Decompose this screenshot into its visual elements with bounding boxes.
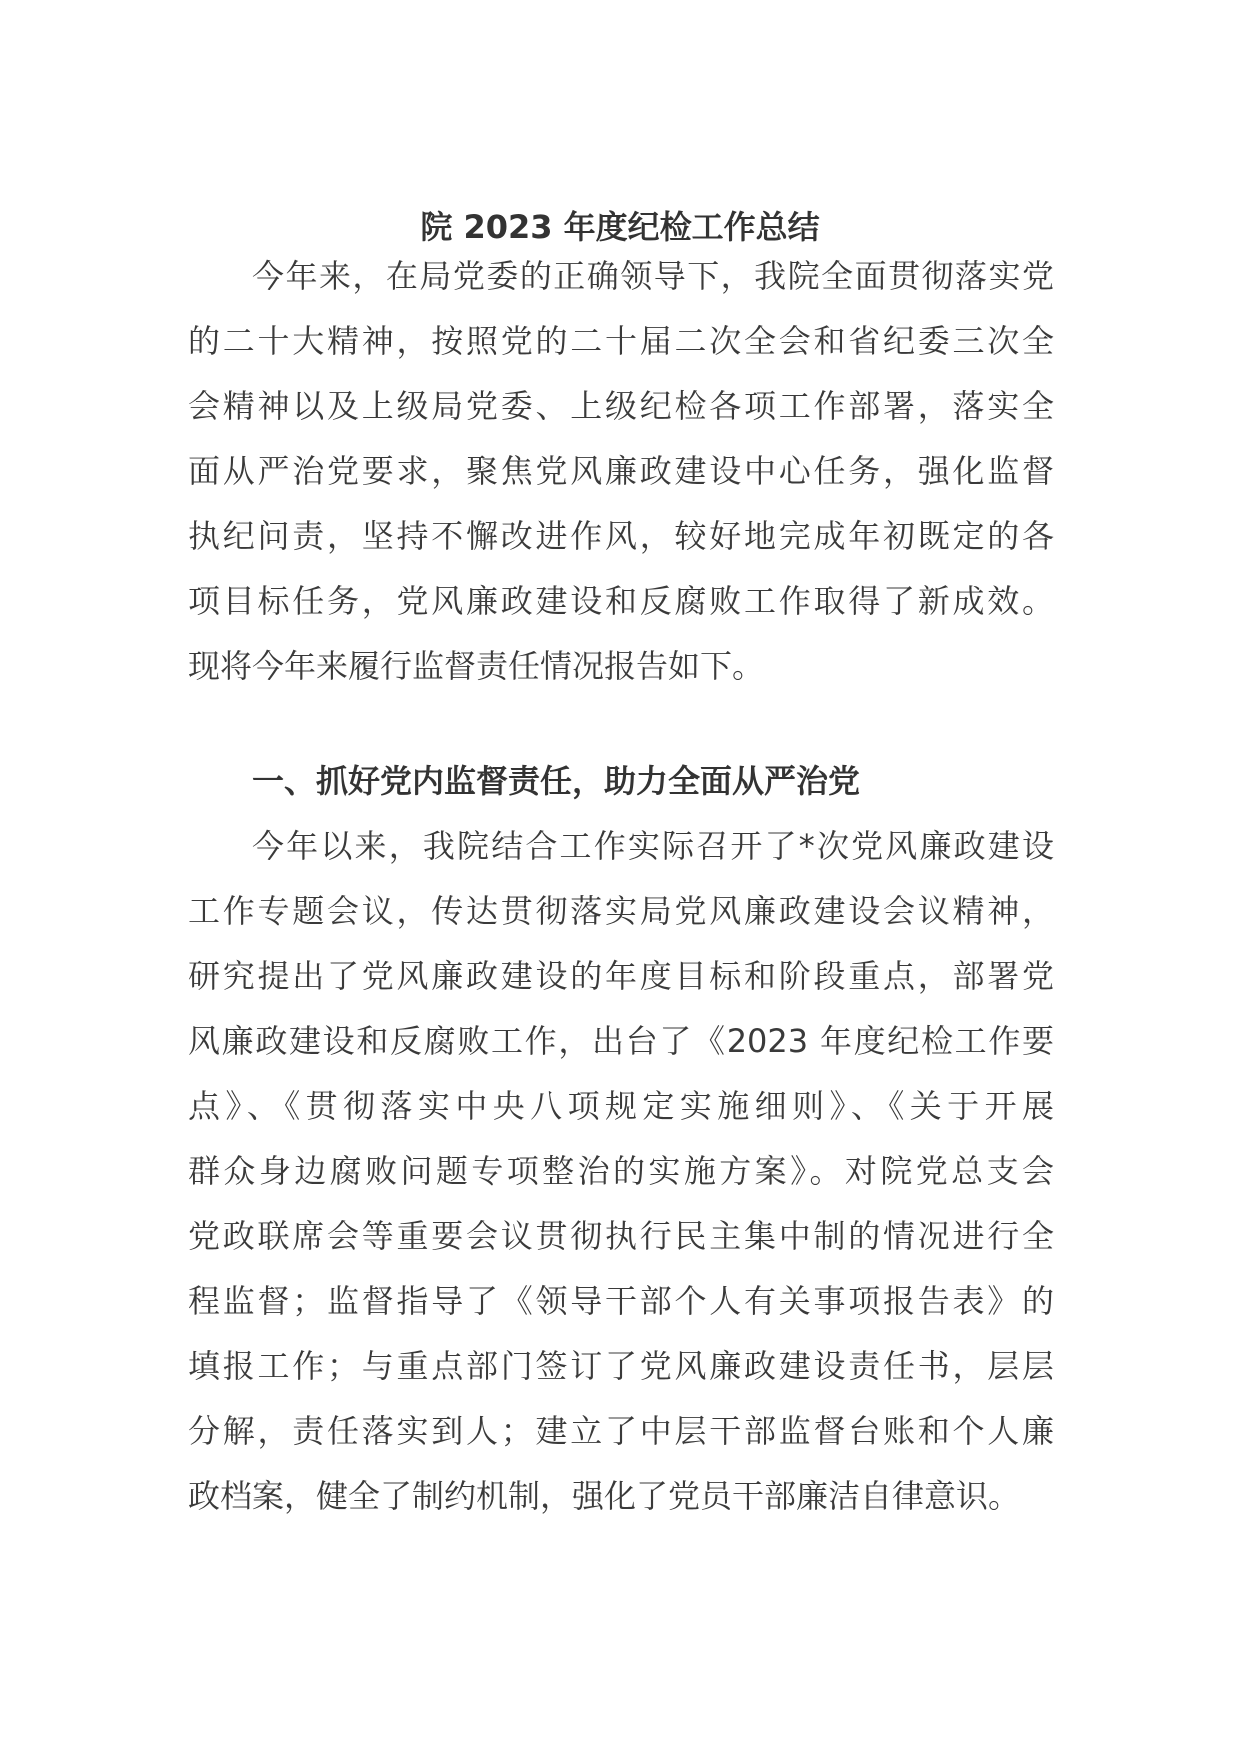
section-heading-block bbox=[188, 749, 1054, 814]
text-line: 风廉政建设和反腐败工作，出台了《2023 年度纪检工作要 bbox=[188, 1022, 1054, 1060]
text-line: 工作专题会议，传达贯彻落实局党风廉政建设会议精神， bbox=[188, 892, 1054, 930]
text-line: 项目标任务，党风廉政建设和反腐败工作取得了新成效。 bbox=[188, 582, 1054, 620]
text-line: 分解，责任落实到人；建立了中层干部监督台账和个人廉 bbox=[188, 1412, 1054, 1450]
text-line: 的二十大精神，按照党的二十届二次全会和省纪委三次全 bbox=[188, 322, 1054, 360]
text-line: 会精神以及上级局党委、上级纪检各项工作部署，落实全 bbox=[188, 387, 1054, 425]
text-line: 点》、《贯彻落实中央八项规定实施细则》、《关于开展 bbox=[188, 1087, 1054, 1125]
paragraph-text bbox=[188, 244, 1054, 699]
text-line: 研究提出了党风廉政建设的年度目标和阶段重点，部署党 bbox=[188, 957, 1054, 995]
text-line: 现将今年来履行监督责任情况报告如下。 bbox=[188, 647, 765, 685]
text-line: 填报工作；与重点部门签订了党风廉政建设责任书，层层 bbox=[188, 1347, 1054, 1385]
section-heading: 一、抓好党内监督责任，助力全面从严治党 bbox=[252, 762, 861, 800]
text-line: 面从严治党要求，聚焦党风廉政建设中心任务，强化监督 bbox=[188, 452, 1054, 490]
text-line: 执纪问责，坚持不懈改进作风，较好地完成年初既定的各 bbox=[188, 517, 1054, 555]
paragraph-intro bbox=[188, 244, 1054, 699]
paragraph-text bbox=[188, 814, 1054, 1529]
text-line: 政档案，健全了制约机制，强化了党员干部廉洁自律意识。 bbox=[188, 1477, 1021, 1515]
text-line: 今年以来，我院结合工作实际召开了*次党风廉政建设 bbox=[252, 827, 1054, 865]
text-line: 群众身边腐败问题专项整治的实施方案》。对院党总支会 bbox=[188, 1152, 1054, 1190]
text-line: 程监督；监督指导了《领导干部个人有关事项报告表》的 bbox=[188, 1282, 1054, 1320]
text-line: 党政联席会等重要会议贯彻执行民主集中制的情况进行全 bbox=[188, 1217, 1054, 1255]
document-title: 院 2023 年度纪检工作总结 bbox=[420, 208, 820, 246]
paragraph-section1 bbox=[188, 814, 1054, 1529]
text-line: 今年来，在局党委的正确领导下，我院全面贯彻落实党 bbox=[252, 257, 1054, 295]
